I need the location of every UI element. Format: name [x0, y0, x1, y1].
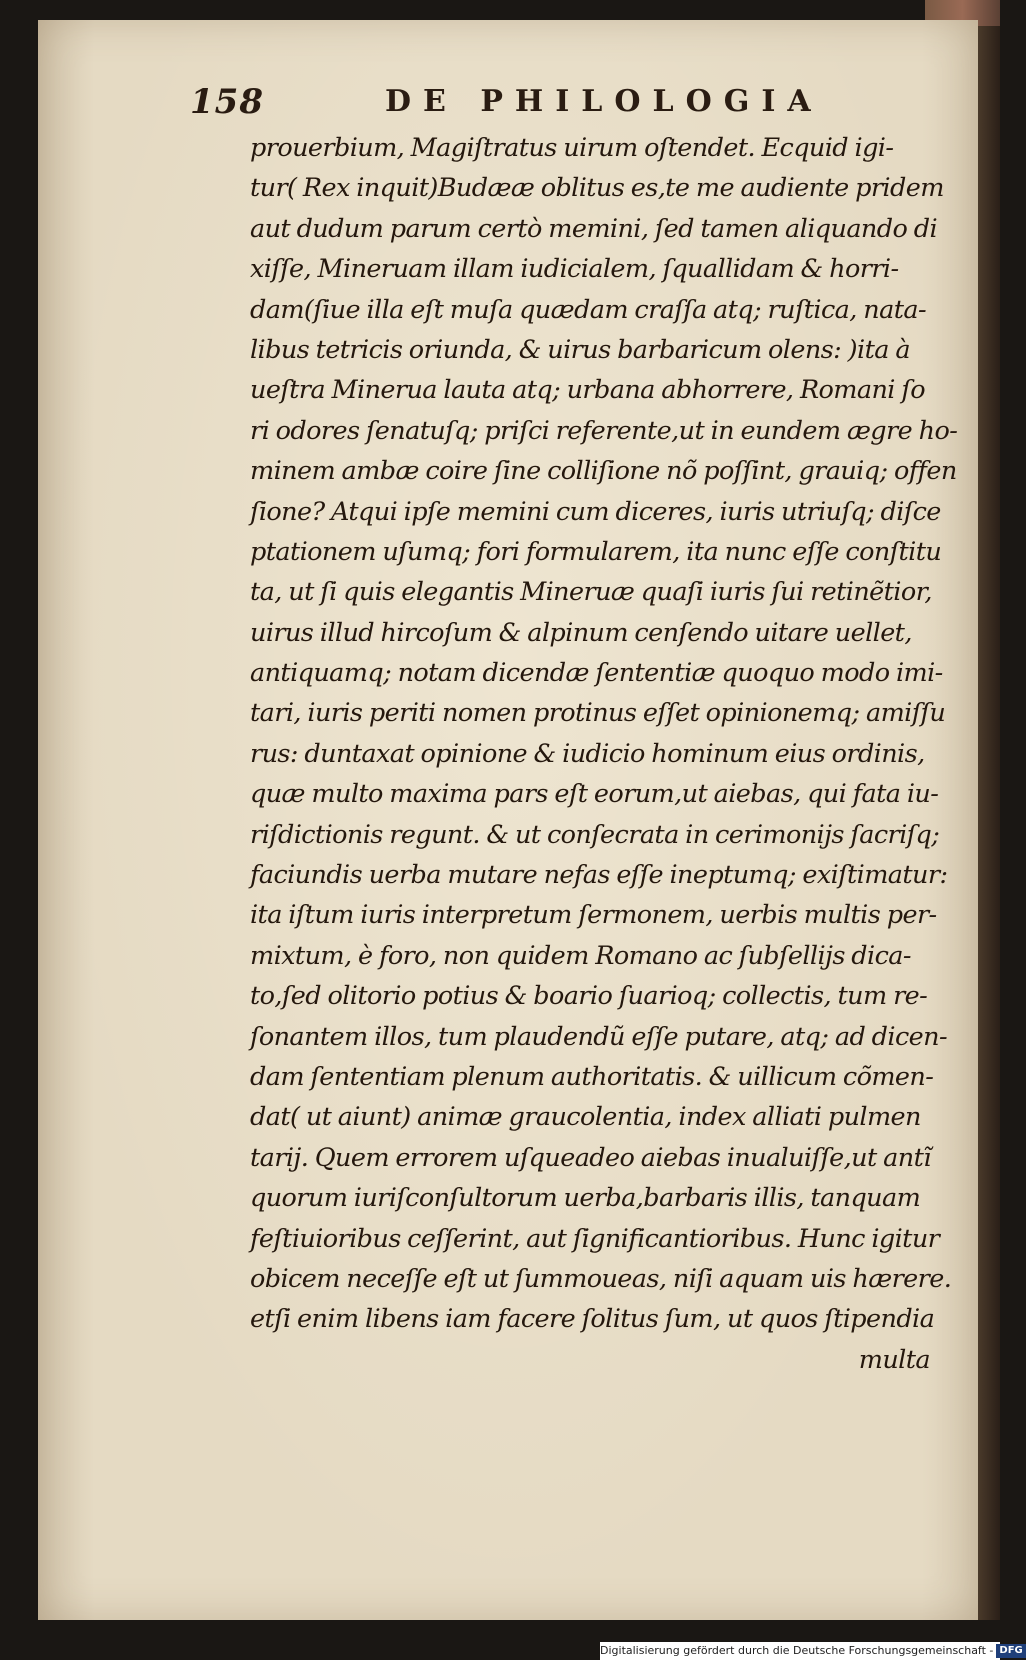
text-line: to,ſed olitorio potius & boario ſuarioq; collectis, tum re- [250, 981, 928, 1012]
credit-text: Digitalisierung gefördert durch die Deutsche Forschungsgemeinschaft - [600, 1644, 994, 1657]
text-line: obicem neceſſe eſt ut ſummoueas, niſi aquam uis hærere. [250, 1263, 952, 1294]
text-line: faciundis uerba mutare nefas eſſe ineptumq; exiſtimatur: [250, 860, 948, 891]
text-line: uirus illud hircoſum & alpinum cenſendo uitare uellet, [250, 617, 912, 648]
text-line: dam(ſiue illa eſt muſa quædam craſſa atq; ruſtica, nata- [250, 294, 926, 325]
text-line: ſione? Atqui ipſe memini cum diceres, iuris utriuſq; diſce [250, 496, 941, 527]
page-edge [978, 0, 1000, 1620]
text-line: prouerbium, Magiſtratus uirum oſtendet. Ecquid igi- [250, 133, 894, 163]
page-number: 158 [190, 82, 264, 122]
text-line: tarij. Quem errorem uſqueadeo aiebas inualuiſſe,ut antĩ [250, 1142, 931, 1173]
text-line: minem ambæ coire ſine colliſione nõ poſſint, grauiq; offen [250, 456, 957, 487]
text-line: mixtum, è foro, non quidem Romano ac ſubſellijs dica- [250, 940, 911, 971]
catchword: multa [858, 1344, 930, 1375]
text-line: riſdictionis regunt. & ut conſecrata in cerimonijs ſacriſq; [250, 819, 940, 850]
text-line: ta, ut ſi quis elegantis Mineruæ quaſi iuris ſui retinẽtior, [250, 577, 932, 608]
text-line: ueſtra Minerua lauta atq; urbana abhorrere, Romani ſo [250, 375, 925, 406]
text-line: tur( Rex inquit)Budææ oblitus es,te me audiente pridem [250, 173, 944, 204]
text-line: tari, iuris periti nomen protinus eſſet opinionemq; amiſſu [250, 698, 946, 729]
digitization-credit [600, 1642, 1023, 1660]
text-line: antiquamq; notam dicendæ ſententiæ quoquo modo imi- [250, 658, 943, 689]
text-line: xiſſe, Mineruam illam iudicialem, ſquallidam & horri- [250, 254, 899, 285]
text-line: ita iſtum iuris interpretum ſermonem, uerbis multis per- [250, 900, 937, 931]
text-line: aut dudum parum certò memini, ſed tamen aliquando di [250, 213, 938, 244]
text-line: quorum iuriſconſultorum uerba,barbaris illis, tanquam [250, 1183, 921, 1214]
text-line: rus: duntaxat opinione & iudicio hominum eius ordinis, [250, 738, 925, 769]
page-header [190, 78, 930, 126]
text-line: dat( ut aiunt) animæ graucolentia, index alliati pulmen [250, 1102, 921, 1133]
text-line: feſtiuioribus ceſſerint, aut ſignificantioribus. Hunc igitur [250, 1223, 940, 1254]
text-line: etſi enim libens iam facere ſolitus ſum, ut quos ſtipendia [250, 1304, 935, 1335]
text-line: dam ſententiam plenum authoritatis. & uillicum cõmen- [250, 1061, 934, 1092]
text-line: ſonantem illos, tum plaudendũ eſſe putare, atq; ad dicen- [250, 1021, 947, 1052]
text-line: quæ multo maxima pars eſt eorum,ut aiebas, qui fata iu- [250, 779, 939, 810]
text-line: libus tetricis oriunda, & uirus barbaricum olens: )ita à [250, 334, 910, 365]
body-text [250, 128, 958, 1380]
text-line: ri odores ſenatuſq; priſci referente,ut in eundem ægre ho- [250, 415, 958, 446]
running-head: DE PHILOLOGIA [385, 84, 823, 119]
dfg-logo-icon: DFG [996, 1644, 1025, 1658]
text-line: ptationem uſumq; fori formularem, ita nunc eſſe conſtitu [250, 536, 942, 567]
